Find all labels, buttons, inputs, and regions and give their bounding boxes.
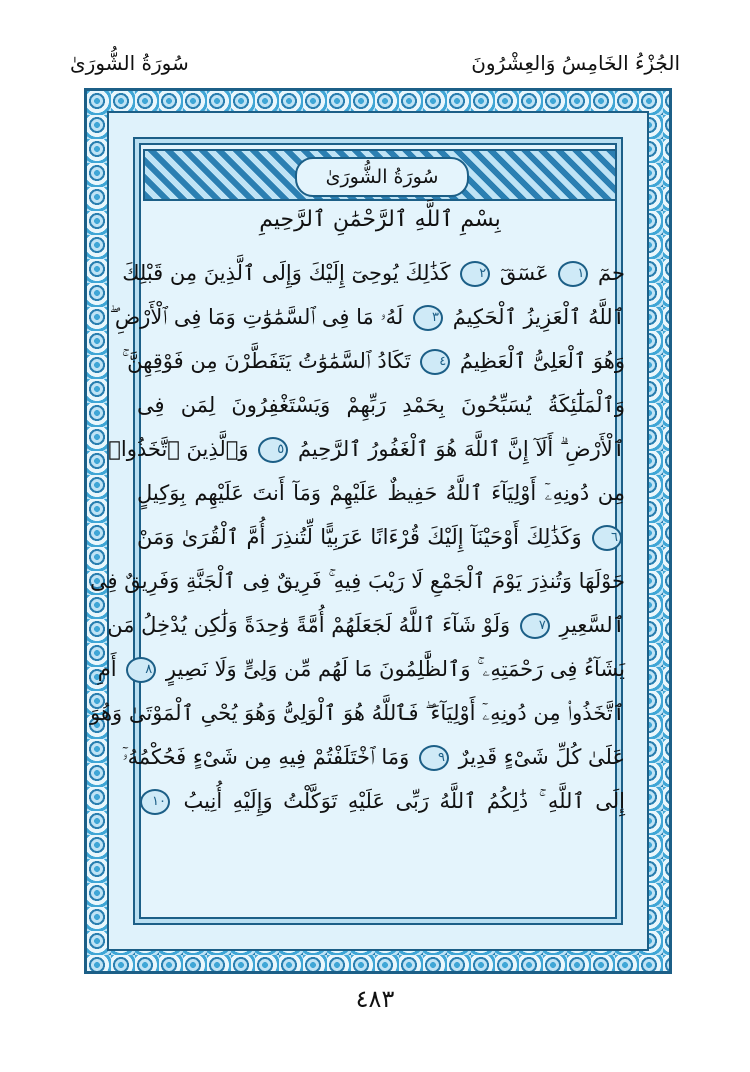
verse-text: أَمِ [97, 657, 117, 681]
ayah-marker: ٦ [592, 525, 622, 551]
ayah-marker: ٩ [419, 745, 449, 771]
ayah-marker: ٥ [258, 437, 288, 463]
verse-text: مِن دُونِهِۦٓ أَوْلِيَآءَ ٱللَّهُ حَفِيظٌ عَلَيْهِمْ وَمَآ أَنتَ عَلَيْهِم بِوَكِيلٍ [137, 481, 625, 505]
verse-line-4 [137, 383, 625, 427]
verse-text: وَلَوْ شَآءَ ٱللَّهُ لَجَعَلَهُمْ أُمَّةً وَٰحِدَةً وَلَٰكِن يُدْخِلُ مَن [107, 613, 511, 637]
verse-text: وَمَا ٱخْتَلَفْتُمْ فِيهِ مِن شَىْءٍ فَحُكْمُهُۥٓ [122, 745, 410, 769]
verse-text: عٓسٓقٓ [499, 261, 549, 285]
verse-line-5 [108, 427, 625, 471]
verse-line-2 [109, 295, 625, 339]
ayah-marker: ٤ [420, 349, 450, 375]
verse-text: لَهُۥ مَا فِى ٱلسَّمَٰوَٰتِ وَمَا فِى ٱلْأَرْضِ ۖ [109, 305, 404, 329]
page-number: ٤٨٣ [355, 985, 395, 1013]
surah-name-header: سُورَةُ الشُّورَىٰ [70, 51, 189, 75]
verse-line-9 [107, 603, 625, 647]
ayah-marker: ٢ [460, 261, 490, 287]
verse-text: ٱللَّهُ ٱلْعَزِيزُ ٱلْحَكِيمُ [452, 305, 625, 329]
verse-line-11 [90, 691, 625, 735]
ayah-marker: ٣ [413, 305, 443, 331]
ayah-marker: ١ [558, 261, 588, 287]
page-header [70, 40, 680, 86]
verse-text: كَذَٰلِكَ يُوحِىٓ إِلَيْكَ وَإِلَى ٱلَّذِينَ مِن قَبْلِكَ [122, 261, 451, 285]
verse-text: ٱلْأَرْضِ ۗ أَلَآ إِنَّ ٱللَّهَ هُوَ ٱلْغَفُورُ ٱلرَّحِيمُ [297, 437, 625, 461]
verse-text: حَوْلَهَا وَتُنذِرَ يَوْمَ ٱلْجَمْعِ لَا رَيْبَ فِيهِ ۚ فَرِيقٌ فِى ٱلْجَنَّةِ وَفَرِيقٌ فِى [89, 569, 625, 593]
verse-line-7 [137, 515, 625, 559]
verse-line-1 [122, 251, 625, 295]
verse-line-13 [137, 779, 625, 823]
verse-line-12 [122, 735, 625, 779]
verse-text: وَٱلْمَلَٰٓئِكَةُ يُسَبِّحُونَ بِحَمْدِ رَبِّهِمْ وَيَسْتَغْفِرُونَ لِمَن فِى [137, 393, 625, 417]
verse-text: عَلَىٰ كُلِّ شَىْءٍ قَدِيرٌ [458, 745, 625, 769]
verse-line-8 [89, 559, 625, 603]
verse-line-6 [137, 471, 625, 515]
verse-line-3 [121, 339, 625, 383]
verse-text: تَكَادُ ٱلسَّمَٰوَٰتُ يَتَفَطَّرْنَ مِن فَوْقِهِنَّ ۚ [121, 349, 411, 373]
verse-text: ٱتَّخَذُوا۟ مِن دُونِهِۦٓ أَوْلِيَآءَ ۖ فَٱللَّهُ هُوَ ٱلْوَلِىُّ وَهُوَ يُحْىِ ٱلْمَوْتَىٰ وَهُوَ [90, 701, 625, 725]
verses-block [89, 251, 625, 823]
surah-banner [143, 149, 617, 201]
verse-text: وَكَذَٰلِكَ أَوْحَيْنَآ إِلَيْكَ قُرْءَانًا عَرَبِيًّا لِّتُنذِرَ أُمَّ ٱلْقُرَىٰ وَمَنْ [137, 525, 582, 549]
verse-text: يَشَآءُ فِى رَحْمَتِهِۦ ۚ وَٱلظَّٰلِمُونَ مَا لَهُم مِّن وَلِىٍّ وَلَا نَصِيرٍ [165, 657, 625, 681]
verse-text: وَهُوَ ٱلْعَلِىُّ ٱلْعَظِيمُ [459, 349, 625, 373]
verse-line-10 [97, 647, 625, 691]
ayah-marker: ٨ [126, 657, 156, 683]
juz-name-header: الجُزْءُ الخَامِسُ وَالعِشْرُونَ [471, 51, 680, 75]
ayah-marker: ٧ [520, 613, 550, 639]
verse-text: وَٱلَّذِينَ ٱتَّخَذُوا۟ [108, 437, 249, 461]
surah-title-cartouche [295, 157, 469, 197]
verse-text: حمٓ [598, 261, 625, 285]
basmala: بِسْمِ ٱللَّهِ ٱلرَّحْمَٰنِ ٱلرَّحِيمِ [259, 207, 501, 232]
surah-title: سُورَةُ الشُّورَىٰ [325, 166, 439, 188]
ayah-marker: ١٠ [140, 789, 170, 815]
ornamental-frame [84, 88, 672, 974]
verse-text: إِلَى ٱللَّهِ ۚ ذَٰلِكُمُ ٱللَّهُ رَبِّى عَلَيْهِ تَوَكَّلْتُ وَإِلَيْهِ أُنِيبُ [183, 789, 625, 813]
verse-text: ٱلسَّعِيرِ [559, 613, 625, 637]
